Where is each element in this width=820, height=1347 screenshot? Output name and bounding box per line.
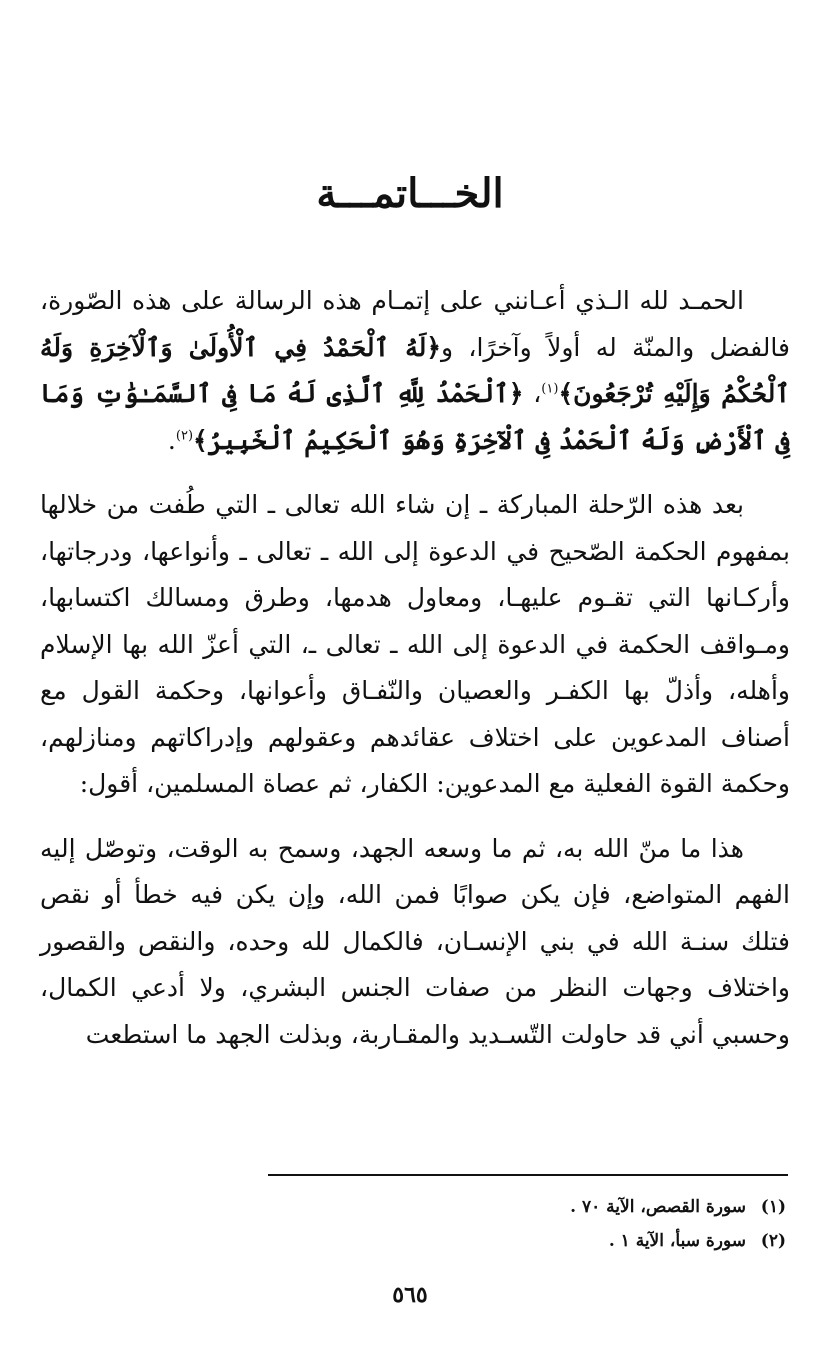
paragraph-3: هذا ما منّ الله به، ثم ما وسعه الجهد، وسمح به الوقت، وتوصّل إليه الفهم المتواضع، فإن يكن صوابًا فمن الله، وإن يكن فيه خطأ أو نقص فتلك سنـة الله في بني الإنسـان، فالكمال لله وحده، والنقص والقصور واختلاف وجهات النظر من صفات الجنس البشري، ولا أدعي الكمال، وحسبي أني قد حاولت التّسـديد والمقـاربة، وبذلت الجهد ما استطعت bbox=[40, 833, 790, 1049]
footnote-2 bbox=[286, 1224, 786, 1258]
footnote-number: (١) bbox=[760, 1197, 786, 1217]
verse-separator: ، bbox=[523, 379, 542, 408]
footnote-number: (٢) bbox=[760, 1231, 786, 1251]
footnote-text: سورة القصص، الآية ٧٠ . bbox=[570, 1197, 746, 1217]
footnote-divider bbox=[268, 1174, 788, 1176]
paragraph-1 bbox=[40, 278, 790, 464]
paragraph-1-intro: الحمـد لله الـذي أعـانني على إتمـام هذه الرسالة على هذه الصّورة، فالفضل والمنّة له أولاً وآخرًا، و bbox=[40, 286, 790, 362]
footnote-ref-2: (٢) bbox=[175, 428, 194, 444]
footnotes bbox=[286, 1190, 786, 1258]
paragraph-1-end: . bbox=[167, 425, 176, 455]
body-text bbox=[40, 278, 790, 1076]
paragraph-2: بعد هذه الرّحلة المباركة ـ إن شاء الله تعالى ـ التي طُفت من خلالها بمفهوم الحكمة الصّحيح في الدعوة إلى الله ـ تعالى ـ وأنواعها، ودرجاتها، وأركـانها التي تقـوم عليهـا، ومعاول هدمها، وطرق ومسالك اكتسابها، ومـواقف الحكمة في الدعوة إلى الله ـ تعالى ـ، التي أعزّ الله بها الإسلام وأهله، وأذلّ بها الكفـر والعصيان والنّفـاق وأعوانها، وحكمة القول مع أصناف المدعوين على اختلاف عقائدهم وعقولهم وإدراكاتهم ومنازلهم، وحكمة القوة الفعلية مع المدعوين: الكفار، ثم عصاة المسلمين، أقول: bbox=[40, 490, 790, 798]
quran-verse-2: ﴿ٱلْحَمْدُ لِلَّهِ ٱلَّذِى لَهُ مَا فِى ٱلسَّمَـٰوَٰتِ وَمَا فِى ٱلْأَرْضِ وَلَهُ ٱلْحَمْدُ فِى ٱلْآخِرَةِ وَهُوَ ٱلْحَكِيمُ ٱلْخَبِيرُ﴾ bbox=[40, 379, 790, 455]
chapter-title: الخـــاتمـــة bbox=[316, 170, 504, 217]
footnote-1 bbox=[286, 1190, 786, 1224]
quran-verse-1: ﴿لَهُ ٱلْحَمْدُ فِي ٱلْأُولَىٰ وَٱلْآخِرَةِ وَلَهُ ٱلْحُكْمُ وَإِلَيْهِ تُرْجَعُونَ﴾ bbox=[40, 332, 791, 408]
page-number: ٥٦٥ bbox=[392, 1282, 428, 1308]
footnote-text: سورة سبأ، الآية ١ . bbox=[608, 1231, 746, 1251]
footnote-ref-1: (١) bbox=[541, 381, 559, 397]
